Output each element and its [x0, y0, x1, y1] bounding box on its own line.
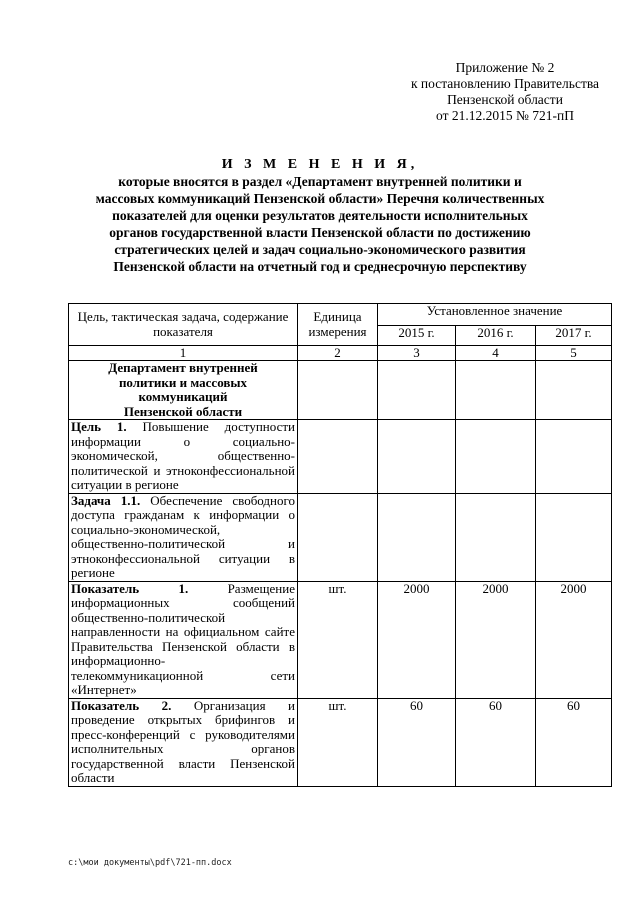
- empty-cell: [536, 420, 612, 494]
- header-year-2016: 2016 г.: [456, 326, 536, 346]
- empty-cell: [456, 361, 536, 420]
- title-heading: И З М Е Н Е Н И Я,: [221, 157, 419, 172]
- indicator-value-2015: 60: [378, 698, 456, 786]
- appendix-header: [380, 60, 630, 124]
- task-label: Задача 1.1.: [71, 492, 141, 508]
- appendix-date: от 21.12.2015 № 721-пП: [436, 108, 574, 123]
- department-line: Департамент внутренней: [108, 360, 258, 375]
- empty-cell: [536, 361, 612, 420]
- indicator-unit: шт.: [298, 698, 378, 786]
- indicator-label: Показатель 2.: [71, 697, 172, 713]
- empty-cell: [298, 420, 378, 494]
- title-line: стратегических целей и задач социально-экономического развития: [114, 242, 526, 257]
- document-title: [60, 156, 580, 275]
- indicator-label: Показатель 1.: [71, 580, 189, 596]
- title-line: которые вносятся в раздел «Департамент внутренней политики и: [118, 174, 522, 189]
- indicator-cell: [69, 698, 298, 786]
- empty-cell: [298, 493, 378, 581]
- indicator-cell: [69, 581, 298, 698]
- indicators-table: [68, 303, 612, 787]
- empty-cell: [456, 420, 536, 494]
- title-line: массовых коммуникаций Пензенской области» Перечня количественных: [95, 191, 545, 206]
- department-name: [69, 361, 298, 420]
- column-number: 1: [69, 346, 298, 361]
- department-line: политики и массовых: [118, 374, 248, 390]
- table-row: [69, 493, 612, 581]
- indicator-text: Организация и проведение открытых брифингов и пресс-конференций с руководителями исполнительных органов государственной власти Пензенской области: [71, 697, 295, 785]
- goal-label: Цель 1.: [71, 419, 127, 434]
- task-text: Обеспечение свободного доступа гражданам к информации о социально-экономической, общественно-политической и этноконфессиональной ситуации в регионе: [71, 492, 296, 580]
- department-line: Пензенской области: [123, 403, 243, 419]
- empty-cell: [536, 493, 612, 581]
- goal-cell: [69, 420, 298, 494]
- column-number: 4: [456, 346, 536, 361]
- task-cell: [69, 493, 298, 581]
- appendix-number: Приложение № 2: [455, 60, 555, 75]
- indicator-value-2017: 2000: [536, 581, 612, 698]
- title-line: Пензенской области на отчетный год и среднесрочную перспективу: [113, 259, 527, 274]
- appendix-region: Пензенской области: [447, 92, 563, 107]
- header-established-value: Установленное значение: [378, 304, 612, 326]
- table-row: [69, 698, 612, 786]
- empty-cell: [378, 361, 456, 420]
- title-line: органов государственной власти Пензенской области по достижению: [109, 225, 531, 240]
- empty-cell: [456, 493, 536, 581]
- column-number: 2: [298, 346, 378, 361]
- indicator-value-2017: 60: [536, 698, 612, 786]
- goal-text: Повышение доступности информации о социально-экономической, общественно-политической и этноконфессиональной ситуации в регионе: [71, 419, 296, 492]
- indicator-value-2016: 60: [456, 698, 536, 786]
- empty-cell: [378, 420, 456, 494]
- title-line: показателей для оценки результатов деятельности исполнительных: [112, 208, 528, 223]
- header-unit: Единица измерения: [298, 304, 378, 346]
- indicator-value-2016: 2000: [456, 581, 536, 698]
- header-goal: Цель, тактическая задача, содержание показателя: [69, 304, 298, 346]
- empty-cell: [298, 361, 378, 420]
- indicator-value-2015: 2000: [378, 581, 456, 698]
- header-year-2015: 2015 г.: [378, 326, 456, 346]
- column-number: 3: [378, 346, 456, 361]
- table-row: [69, 420, 612, 494]
- column-number: 5: [536, 346, 612, 361]
- department-line: коммуникаций: [138, 389, 228, 404]
- indicator-unit: шт.: [298, 581, 378, 698]
- table-row: [69, 581, 612, 698]
- table-row: [69, 361, 612, 420]
- appendix-decree: к постановлению Правительства: [410, 76, 600, 91]
- empty-cell: [378, 493, 456, 581]
- file-path-footer: c:\мои документы\pdf\721-пп.docx: [68, 858, 232, 868]
- indicator-text: Размещение информационных сообщений общественно-политической направленности на официальном сайте Правительства Пензенской области в информационно-телекоммуникационной сети «Интернет»: [71, 580, 295, 697]
- header-year-2017: 2017 г.: [536, 326, 612, 346]
